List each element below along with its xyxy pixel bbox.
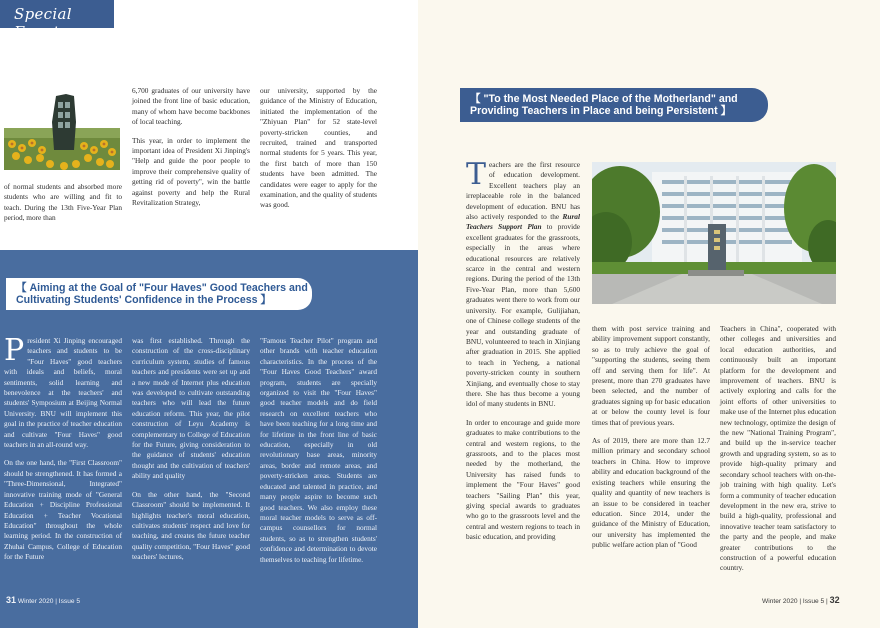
body-paragraph: eachers are the first resource of education development. Excellent teachers play an irreplaceable role in the balanced development of education. BNU has also actively responded to the xyxy=(466,160,580,222)
intro-paragraph: This year, in order to implement the important idea of President Xi Jinping's "Help and guide the poor people to improve their comprehensive quality of getting rid of poverty", win the battle against poverty and help the Rural Revitalization Strategy, xyxy=(132,135,250,208)
intro-paragraph: our university, supported by the guidance of the Ministry of Education, initiated the implementation of the "Zhiyuan Plan" for 52 state-level poverty-stricken counties, and recruited, trained and transported normal students for 5 years. This year, the first batch of more than 150 students have been admitted. The candidates were eager to apply for the examination, and the quality of students was good. xyxy=(260,86,377,210)
issue-label: Winter 2020 | Issue 5 | xyxy=(762,598,828,605)
campus-sculpture-photo xyxy=(4,88,120,170)
body-paragraph: As of 2019, there are more than 12.7 million primary and secondary school teachers in China. How to improve ability and education background of the existing teachers while ensuring the quality and quantity of new teachers is an issue to be considered in teacher education. Since 2014, under the guidance of the Ministry of Education, our university has implemented the public welfare action plan of "Good xyxy=(592,436,710,550)
left-footer xyxy=(6,595,80,605)
right-footer xyxy=(762,595,840,605)
plan-name-emphasis: Rural Teachers Support Plan xyxy=(466,212,580,232)
body-paragraph: On the one hand, the "First Classroom" should be strengthened. It has formed a "Three-Dimensional, Integrated" innovative training mode of "General Education + Discipline Professional Education + Teacher Vocational Education" throughout the whole learning period. In the construction of Zhuhai Campus, College of Education for the Future xyxy=(4,458,122,562)
intro-column-1 xyxy=(4,182,122,232)
section-headline: 【 "To the Most Needed Place of the Motherland" and Providing Teachers in Place and being Persistent 】 xyxy=(470,93,738,118)
right-column-3 xyxy=(720,324,836,582)
body-column-3 xyxy=(260,336,377,573)
intro-paragraph: 6,700 graduates of our university have joined the front line of basic education, many of whom have become backbones of local teaching. xyxy=(132,86,250,127)
right-column-1 xyxy=(466,157,580,551)
body-paragraph: them with post service training and ability improvement support constantly, so as to truly achieve the goal of "supporting the students, seeing them off and serving them for life". At present, more than 270 graduates have been selected, and the number of graduates signing up for basic education at or below the county level is four times that of previous years. xyxy=(592,324,710,427)
right-column-2 xyxy=(592,324,710,559)
body-paragraph: In order to encourage and guide more graduates to make contributions to the central and western regions, to the grassroots, and to the places most needed by the motherland, the University has raised funds to implement the "Four Haves" good teachers "Sailing Plan" this year, giving special awards to graduates who go to the grassroots level and the central and western regions to teach in basic education, and providing xyxy=(466,417,580,542)
body-paragraph: Teachers in China", cooperated with other colleges and universities and local education authorities, and continuously built an important platform for the development and improvement of teachers. BNU is actively exploring and calls for the joint efforts of other universities to make use of the Internet plus education new technology, optimize the design of the new "National Training Program", and build up the in-service teacher growth and upgrading system, so as to provide high-quality primary and secondary school teachers with on-the-job training with high quality. Let's form a community of teacher education development in the new era, strive to build a high-quality, professional and innovative teacher team satisfactory to the party and the people, and make greater contributions to the construction of a powerful education country. xyxy=(720,324,836,573)
drop-cap: T xyxy=(466,157,487,192)
body-paragraph: On the other hand, the "Second Classroom" should be implemented. It highlights teacher's moral education, cultivates students' respect and love for teaching, and creates the future teacher quality competition, "Four Haves" good teachers' lectures, xyxy=(132,489,250,562)
body-paragraph: "Famous Teacher Pilot" program and other brands with teacher education characteristics. In the process of the "Four Haves Good Teachers" award program, students are specially organized to visit the "Four Haves" good teacher models and do field research on excellent teachers who have been teaching for a long time and for lifetime in the front line of basic education, especially in old revolutionary base areas, minority areas, border and remote areas, and poverty-stricken areas. Students are educated and talented in practice, and many people aspire to become such good teachers. We also employ these moral teacher models to serve as off-campus counsellors for normal students, so as to strengthen students' confidence and determination to devote themselves to teaching for lifetime. xyxy=(260,336,377,564)
section-headline-box xyxy=(6,278,312,310)
body-paragraph: to provide excellent graduates for the grassroots, especially in the areas where educational resources are relatively scarce in the central and western regions. During the period of the 13th Five-Year Plan, more than 5,600 graduates went there to work from our university. For example, Gulijiahan, one of Chinese college students of the year and outstanding graduate of BNU, volunteered to teach in Xinjiang after graduation in 2015. She applied to teach in Yecheng, a national poverty-stricken county in southern Xinjiang, and eventually chose to stay there. She has thus become a young idol of many students in BNU. xyxy=(466,222,580,409)
drop-cap: P xyxy=(4,333,25,368)
sculpture-photo-graphic xyxy=(4,88,120,170)
left-page xyxy=(0,0,418,628)
body-column-1 xyxy=(4,333,122,571)
intro-column-3 xyxy=(260,86,377,219)
page-number: 32 xyxy=(829,595,840,605)
section-headline: 【 Aiming at the Goal of "Four Haves" Good Teachers and Cultivating Students' Confidence in the Process 】 xyxy=(16,282,308,307)
section-tab xyxy=(0,0,114,41)
campus-building-photo xyxy=(592,162,836,304)
body-paragraph: was first established. Through the construction of the cross-disciplinary curriculum system, studies of famous teachers and presidents were set up and a new mode of Internet plus education was developed to cultivate outstanding teachers who will lead the future education reform. This year, the pilot construction of Leyu Academy is complementary to College of Education for the Future, giving consideration to the guidance of students' education thought and the cultivation of teachers' ability and quality xyxy=(132,336,250,481)
intro-paragraph: of normal students and absorbed more students who are willing and fit to teach. During the 13th Five-Year Plan period, more than xyxy=(4,182,122,223)
section-headline-box xyxy=(460,88,768,122)
page-number: 31 xyxy=(6,595,17,605)
building-photo-graphic xyxy=(592,162,836,304)
body-column-2 xyxy=(132,336,250,571)
section-label: Special Events xyxy=(14,5,72,41)
body-paragraph: resident Xi Jinping encouraged teachers and students to be "Four Haves" good teachers with ideals and beliefs, moral sentiments, solid learning and benevolence at the teachers' and students' Symposium at Beijing Normal University. BNU will implement this goal in the practice of teacher education and cultivate "Four Haves" good teachers in an all-round way. xyxy=(4,336,122,450)
issue-label: Winter 2020 | Issue 5 xyxy=(17,598,81,605)
intro-column-2 xyxy=(132,86,250,216)
